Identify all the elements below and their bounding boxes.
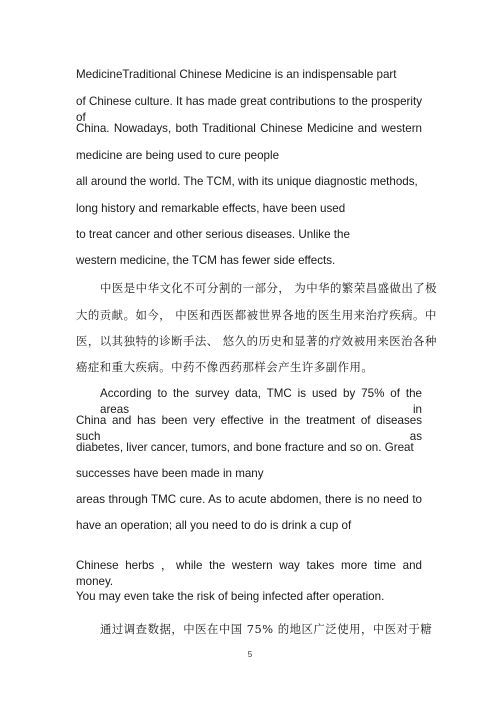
text-line: successes have been made in many (76, 467, 264, 480)
text-line: to treat cancer and other serious diseases. Unlike the (76, 228, 350, 241)
text-line: According to the survey data, TMC is used by 75% of the areas in (100, 387, 422, 416)
text-line: western medicine, the TCM has fewer side effects. (76, 254, 336, 267)
text-line: have an operation; all you need to do is drink a cup of (76, 519, 352, 532)
text-line: medicine are being used to cure people (76, 149, 280, 162)
text-line-chinese: 癌症和重大疾病。中药不像西药那样会产生许多副作用。 (76, 360, 374, 374)
text-line: areas through TMC cure. As to acute abdomen, there is no need to (76, 493, 422, 506)
text-line: China and has been very effective in the treatment of diseases such as (76, 414, 422, 443)
text-line-chinese: 大的贡献。如今， 中医和西医都被世界各地的医生用来治疗疾病。中 (76, 308, 437, 322)
text-line: China. Nowadays, both Traditional Chinese Medicine and western (76, 122, 422, 135)
text-line-chinese: 中医是中华文化不可分割的一部分， 为中华的繁荣昌盛做出了极 (100, 281, 438, 295)
text-line: of Chinese culture. It has made great contributions to the prosperity of (76, 95, 422, 124)
text-line-chinese: 医，以其独特的诊断手法、 悠久的历史和显著的疗效被用来医治各种 (76, 334, 437, 348)
text-line: long history and remarkable effects, have been used (76, 202, 346, 215)
text-line: all around the world. The TCM, with its unique diagnostic methods, (76, 175, 418, 188)
text-line: Chinese herbs ，while the western way takes more time and money. (76, 559, 422, 588)
text-line: diabetes, liver cancer, tumors, and bone fracture and so on. Great (76, 441, 414, 454)
page-number: 5 (247, 650, 253, 659)
text-line: MedicineTraditional Chinese Medicine is an indispensable part (76, 68, 397, 81)
text-line-chinese: 通过调查数据，中医在中国 75% 的地区广泛使用，中医对于糖 (100, 622, 433, 636)
text-line: You may even take the risk of being infected after operation. (76, 590, 385, 603)
